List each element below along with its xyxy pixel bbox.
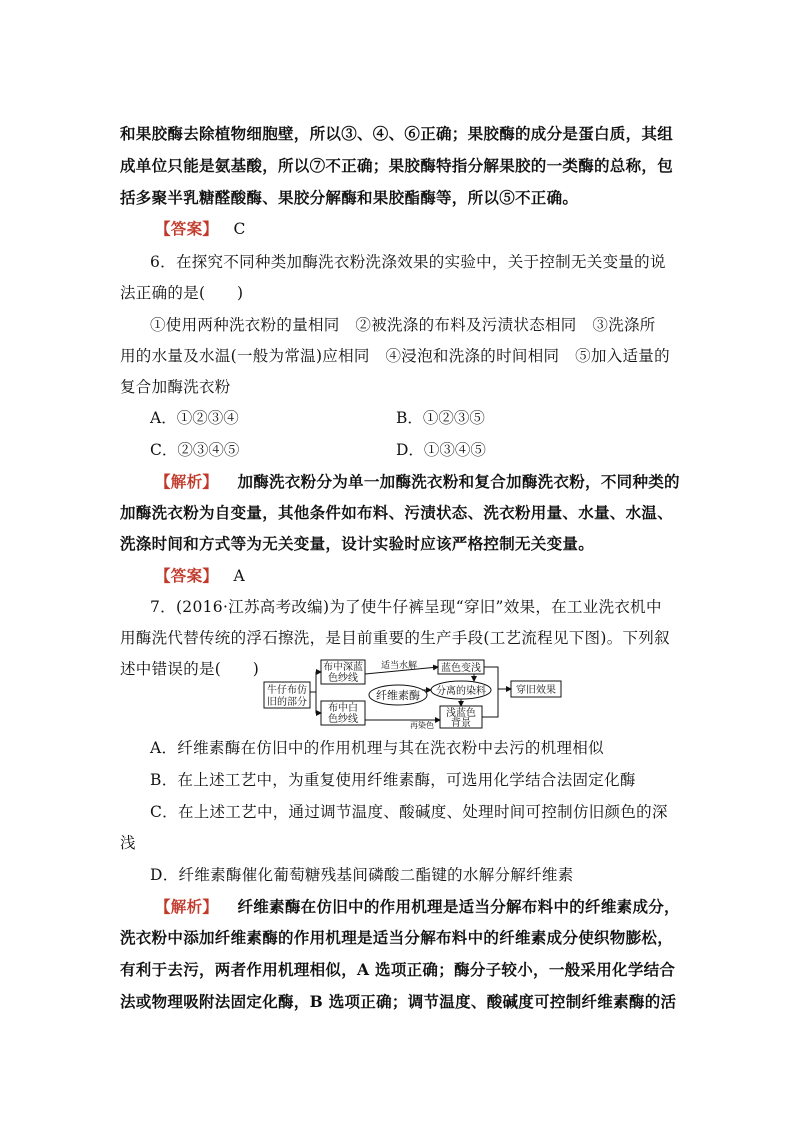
restain-label: 再染色 <box>410 721 434 730</box>
q7-analysis-4: 法或物理吸附法固定化酶，B 选项正确；调节温度、酸碱度可控制纤维素酶的活 <box>120 992 677 1011</box>
q6-answer: A <box>233 567 245 585</box>
q7-analysis-2: 洗衣粉中添加纤维素酶的作用机理是适当分解布料中的纤维素成分使织物膨松， <box>120 928 674 947</box>
q6-option-d: D．①③④⑤ <box>396 441 486 459</box>
upper-label-1: 布中深蓝 <box>323 662 363 673</box>
enzyme-label: 纤维素酶 <box>376 689 420 702</box>
text-line-2: 成单位只能是氨基酸，所以⑦不正确；果胶酶特指分解果胶的一类酶的总称，包 <box>120 156 674 175</box>
analysis-label: 【解析】 <box>155 897 219 916</box>
text-line-3: 括多聚半乳糖醛酸酶、果胶分解酶和果胶酯酶等，所以⑤不正确。 <box>120 188 579 207</box>
q6-analysis-1-row <box>155 472 680 492</box>
q6-items-3: 复合加酶洗衣粉 <box>120 378 231 396</box>
q6-analysis-1: 加酶洗衣粉分为单一加酶洗衣粉和复合加酶洗衣粉，不同种类的 <box>237 472 680 491</box>
q5-answer: C <box>233 220 246 238</box>
q7-option-c-1: C．在上述工艺中，通过调节温度、酸碱度、处理时间可控制仿旧颜色的深 <box>150 803 668 821</box>
q6-answer-row <box>155 566 245 586</box>
q6-stem-1: 6．在探究不同种类加酶洗衣粉洗涤效果的实验中，关于控制无关变量的说 <box>150 253 666 271</box>
fade-label: 蓝色变浅 <box>441 663 481 674</box>
q6-items-1: ①使用两种洗衣粉的量相同 ②被洗涤的布料及污渍状态相同 ③洗涤所 <box>150 316 656 334</box>
start-label-1: 牛仔布仿 <box>267 685 307 696</box>
lower-label-1: 布中白 <box>328 703 358 714</box>
q6-stem-2: 法正确的是( ) <box>120 284 244 302</box>
hydrolysis-label: 适当水解 <box>380 661 418 671</box>
text-line-1: 和果胶酶去除植物细胞壁，所以③、④、⑥正确；果胶酶的成分是蛋白质，其组 <box>120 124 674 143</box>
answer-label: 【答案】 <box>155 566 219 585</box>
q7-option-b: B．在上述工艺中，为重复使用纤维素酶，可选用化学结合法固定化酶 <box>150 771 636 789</box>
q6-items-2: 用的水量及水温(一般为常温)应相同 ④浸泡和洗涤的时间相同 ⑤加入适量的 <box>120 347 670 365</box>
q6-option-c: C．②③④⑤ <box>150 441 240 459</box>
q7-option-a: A．纤维素酶在仿旧中的作用机理与其在洗衣粉中去污的机理相似 <box>150 739 604 757</box>
analysis-label: 【解析】 <box>155 472 219 491</box>
upper-label-2: 色纱线 <box>328 673 358 684</box>
start-label-2: 旧的部分 <box>267 697 307 708</box>
bg-label-1: 浅蓝色 <box>446 708 476 719</box>
answer-label: 【答案】 <box>155 219 219 238</box>
q6-option-a: A．①②③④ <box>150 409 239 427</box>
q7-analysis-1: 纤维素酶在仿旧中的作用机理是适当分解布料中的纤维素成分， <box>237 897 680 916</box>
q7-analysis-3: 有利于去污，两者作用机理相似，A 选项正确；酶分子较小，一般采用化学结合 <box>120 960 676 979</box>
q6-analysis-2: 加酶洗衣粉为自变量，其他条件如布料、污渍状态、洗衣粉用量、水量、水温、 <box>120 503 674 522</box>
result-label: 穿旧效果 <box>516 685 556 696</box>
q7-option-c-2: 浅 <box>120 834 136 852</box>
q7-option-d: D．纤维素酶催化葡萄糖残基间磷酸二酯键的水解分解纤维素 <box>150 866 574 884</box>
q7-stem-3: 述中错误的是( ) <box>120 660 260 678</box>
bg-label-2: 背景 <box>451 718 471 729</box>
q6-analysis-3: 洗涤时间和方式等为无关变量，设计实验时应该严格控制无关变量。 <box>120 534 595 553</box>
q7-analysis-1-row <box>155 897 680 917</box>
q7-stem-1: 7．(2016·江苏高考改编)为了使牛仔裤呈现“穿旧”效果，在工业洗衣机中 <box>150 598 662 616</box>
lower-label-2: 色纱线 <box>328 714 358 725</box>
separated-label: 分离的染料 <box>436 686 486 697</box>
q7-stem-2: 用酶洗代替传统的浮石擦洗，是目前重要的生产手段(工艺流程见下图)。下列叙 <box>120 629 670 647</box>
process-diagram <box>262 656 572 732</box>
q6-option-b: B．①②③⑤ <box>396 409 485 427</box>
q5-answer-row <box>155 219 246 239</box>
